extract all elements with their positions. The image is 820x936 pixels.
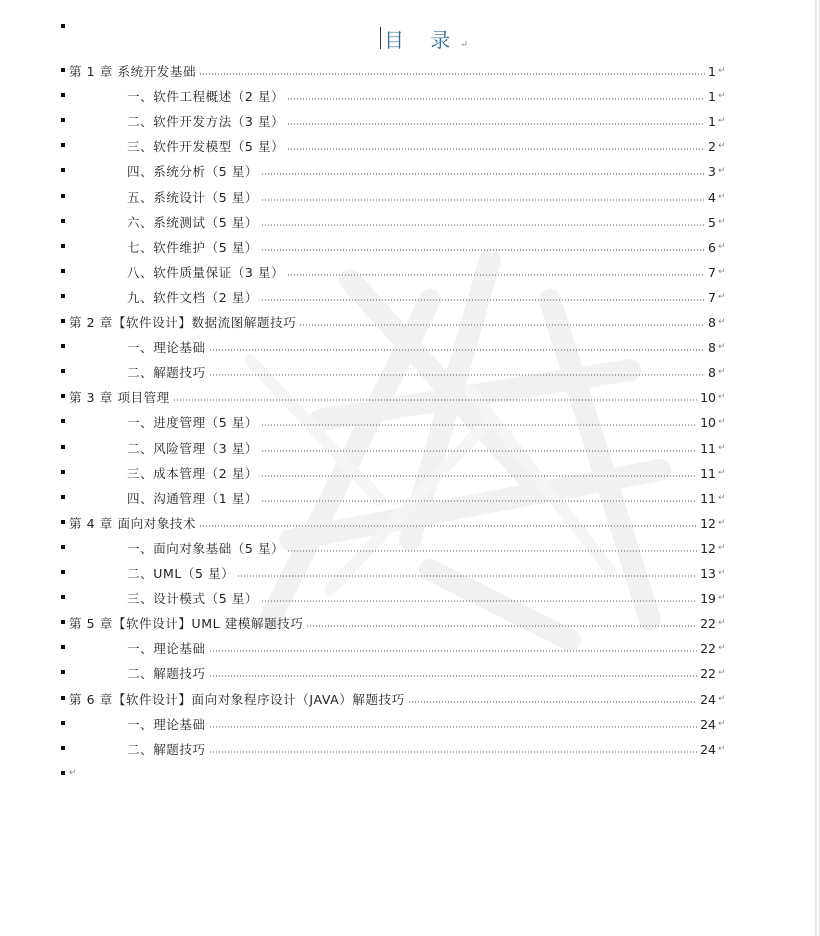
toc-section-entry [0, 261, 820, 283]
paragraph-mark: ↵ [718, 116, 726, 126]
toc-section-entry [0, 537, 820, 559]
toc-dot-leader [261, 249, 705, 251]
paragraph-mark: ↵ [718, 367, 726, 377]
toc-page-number: 12 [700, 515, 716, 531]
toc-label: 七、软件维护（5 星） [127, 240, 259, 255]
formatting-mark [61, 194, 65, 198]
toc-dot-leader [209, 650, 697, 652]
toc-label: 三、成本管理（2 星） [127, 466, 259, 481]
toc-label: 第 4 章 面向对象技术 [69, 516, 197, 531]
toc-dot-leader [261, 500, 697, 502]
paragraph-mark: ↵ [718, 141, 726, 151]
formatting-mark [61, 244, 65, 248]
paragraph-mark: ↵ [718, 618, 726, 628]
toc-page-number: 10 [700, 414, 716, 430]
toc-dot-leader [261, 424, 697, 426]
toc-section-entry [0, 85, 820, 107]
toc-section-entry [0, 186, 820, 208]
toc-label: 五、系统设计（5 星） [127, 190, 259, 205]
toc-dot-leader [199, 525, 697, 527]
formatting-mark [61, 294, 65, 298]
formatting-mark [61, 118, 65, 122]
toc-dot-leader [261, 224, 705, 226]
toc-link[interactable] [127, 85, 716, 107]
formatting-mark [61, 68, 65, 72]
toc-link[interactable] [127, 587, 716, 609]
toc-label: 一、软件工程概述（2 星） [127, 89, 285, 104]
toc-section-entry [0, 637, 820, 659]
paragraph-mark: ↵ [718, 468, 726, 478]
formatting-mark [61, 369, 65, 373]
toc-page-number: 2 [708, 138, 716, 154]
toc-page-number: 1 [708, 113, 716, 129]
toc-label: 第 1 章 系统开发基础 [69, 64, 197, 79]
text-cursor [380, 27, 381, 49]
toc-link[interactable] [127, 662, 716, 684]
toc-label: 二、解题技巧 [127, 666, 206, 681]
toc-label: 八、软件质量保证（3 星） [127, 265, 285, 280]
paragraph-mark: ↵ [718, 217, 726, 227]
toc-section-entry [0, 411, 820, 433]
title-row [0, 22, 820, 52]
toc-chapter-entry [0, 612, 820, 634]
toc-chapter-entry [0, 311, 820, 333]
toc-link[interactable] [127, 186, 716, 208]
toc-link[interactable] [127, 411, 716, 433]
toc-section-entry [0, 110, 820, 132]
toc-link[interactable] [127, 160, 716, 182]
toc-dot-leader [261, 199, 705, 201]
paragraph-mark: ↵ [69, 768, 77, 778]
toc-page-number: 1 [708, 88, 716, 104]
formatting-mark [61, 419, 65, 423]
toc-link[interactable] [127, 537, 716, 559]
toc-section-entry [0, 361, 820, 383]
formatting-mark [61, 595, 65, 599]
formatting-mark [61, 445, 65, 449]
toc-label: 第 2 章【软件设计】数据流图解题技巧 [69, 315, 297, 330]
formatting-mark [61, 495, 65, 499]
toc-label: 第 6 章【软件设计】面向对象程序设计（JAVA）解题技巧 [69, 692, 405, 707]
toc-label: 六、系统测试（5 星） [127, 215, 259, 230]
toc-dot-leader [287, 148, 705, 150]
toc-page-number: 22 [700, 615, 716, 631]
toc-dot-leader [287, 274, 705, 276]
paragraph-mark: ↵ [718, 267, 726, 277]
paragraph-mark: ↵ [718, 443, 726, 453]
toc-dot-leader [209, 349, 705, 351]
formatting-mark [61, 696, 65, 700]
toc-label: 三、软件开发模型（5 星） [127, 139, 285, 154]
toc-link[interactable] [69, 612, 716, 634]
formatting-mark [61, 93, 65, 97]
toc-label: 一、理论基础 [127, 717, 206, 732]
toc-link[interactable] [69, 688, 716, 710]
paragraph-mark: ↵ [718, 166, 726, 176]
toc-link[interactable] [69, 311, 716, 333]
toc-page-number: 11 [700, 440, 716, 456]
toc-label: 四、系统分析（5 星） [127, 164, 259, 179]
toc-chapter-entry [0, 386, 820, 408]
toc-link[interactable] [69, 60, 716, 82]
toc-page-number: 7 [708, 264, 716, 280]
toc-dot-leader [287, 98, 705, 100]
toc-link[interactable] [127, 361, 716, 383]
toc-page-number: 24 [700, 741, 716, 757]
toc-page-number: 7 [708, 289, 716, 305]
paragraph-mark: ↵ [718, 593, 726, 603]
paragraph-mark: ↵ [718, 668, 726, 678]
paragraph-mark: ↵ [718, 91, 726, 101]
toc-dot-leader [209, 726, 697, 728]
toc-section-entry [0, 160, 820, 182]
toc-dot-leader [209, 675, 697, 677]
toc-dot-leader [261, 475, 697, 477]
formatting-mark [61, 219, 65, 223]
toc-dot-leader [261, 600, 697, 602]
formatting-mark [61, 645, 65, 649]
toc-page-number: 6 [708, 239, 716, 255]
toc-dot-leader [261, 299, 705, 301]
toc-dot-leader [237, 575, 697, 577]
toc-page-number: 8 [708, 314, 716, 330]
toc-label: 一、理论基础 [127, 641, 206, 656]
formatting-mark [61, 545, 65, 549]
toc-page-number: 13 [700, 565, 716, 581]
paragraph-mark: ↵ [718, 694, 726, 704]
toc-link[interactable] [127, 286, 716, 308]
formatting-mark [61, 168, 65, 172]
toc-link[interactable] [127, 261, 716, 283]
toc-page-number: 19 [700, 590, 716, 606]
toc-label: 九、软件文档（2 星） [127, 290, 259, 305]
toc-link[interactable] [127, 236, 716, 258]
toc-link[interactable] [127, 562, 716, 584]
toc-link[interactable] [127, 336, 716, 358]
toc-label: 二、软件开发方法（3 星） [127, 114, 285, 129]
paragraph-mark: ↵ [718, 417, 726, 427]
toc-link[interactable] [127, 637, 716, 659]
toc-dot-leader [408, 701, 697, 703]
formatting-mark [61, 746, 65, 750]
toc-dot-leader [173, 399, 697, 401]
formatting-mark [61, 520, 65, 524]
formatting-mark [61, 470, 65, 474]
toc-section-entry [0, 713, 820, 735]
toc-section-entry [0, 662, 820, 684]
paragraph-mark: ↵ [718, 242, 726, 252]
paragraph-mark: ↵ [718, 518, 726, 528]
paragraph-mark: ↵ [718, 543, 726, 553]
toc-page-number: 24 [700, 716, 716, 732]
formatting-mark [61, 670, 65, 674]
formatting-mark [61, 721, 65, 725]
toc-dot-leader [199, 73, 705, 75]
formatting-mark [61, 319, 65, 323]
toc-link[interactable] [127, 110, 716, 132]
toc-label: 第 5 章【软件设计】UML 建模解题技巧 [69, 616, 304, 631]
paragraph-mark: ↵ [718, 342, 726, 352]
toc-label: 二、解题技巧 [127, 365, 206, 380]
toc-page-number: 22 [700, 640, 716, 656]
paragraph-mark: ↵ [718, 493, 726, 503]
paragraph-mark: ↵ [460, 40, 468, 50]
toc-chapter-entry [0, 688, 820, 710]
toc-section-entry [0, 236, 820, 258]
toc-page-number: 12 [700, 540, 716, 556]
toc-label: 四、沟通管理（1 星） [127, 491, 259, 506]
toc-page-number: 22 [700, 665, 716, 681]
page-title: 目 录↵ [384, 28, 468, 52]
toc-page-number: 11 [700, 490, 716, 506]
toc-dot-leader [209, 751, 697, 753]
formatting-mark [61, 344, 65, 348]
toc-label: 一、进度管理（5 星） [127, 415, 259, 430]
toc-label: 二、风险管理（3 星） [127, 441, 259, 456]
toc-chapter-entry [0, 512, 820, 534]
formatting-mark [61, 771, 65, 775]
toc-link[interactable] [127, 437, 716, 459]
toc-section-entry [0, 562, 820, 584]
toc-section-entry [0, 462, 820, 484]
toc-label: 一、面向对象基础（5 星） [127, 541, 285, 556]
toc-link[interactable] [127, 487, 716, 509]
toc-dot-leader [287, 550, 697, 552]
toc-dot-leader [209, 374, 705, 376]
paragraph-mark: ↵ [718, 392, 726, 402]
empty-paragraph [0, 765, 820, 785]
toc-page-number: 5 [708, 214, 716, 230]
toc-link[interactable] [127, 713, 716, 735]
toc-label: 二、UML（5 星） [127, 566, 235, 581]
toc-section-entry [0, 286, 820, 308]
paragraph-mark: ↵ [718, 317, 726, 327]
toc-label: 二、解题技巧 [127, 742, 206, 757]
toc-label: 三、设计模式（5 星） [127, 591, 259, 606]
toc-dot-leader [299, 324, 705, 326]
toc-dot-leader [306, 625, 697, 627]
toc-link[interactable] [127, 135, 716, 157]
paragraph-mark: ↵ [718, 66, 726, 76]
paragraph-mark: ↵ [718, 719, 726, 729]
toc-section-entry [0, 587, 820, 609]
toc-section-entry [0, 487, 820, 509]
toc-page-number: 11 [700, 465, 716, 481]
toc-page-number: 3 [708, 163, 716, 179]
formatting-mark [61, 143, 65, 147]
toc-page-number: 1 [708, 63, 716, 79]
formatting-mark [61, 269, 65, 273]
toc-page-number: 24 [700, 691, 716, 707]
toc-section-entry [0, 135, 820, 157]
toc-label: 第 3 章 项目管理 [69, 390, 170, 405]
toc-page-number: 10 [700, 389, 716, 405]
toc-dot-leader [261, 450, 697, 452]
toc-link[interactable] [69, 512, 716, 534]
toc-section-entry [0, 336, 820, 358]
toc-dot-leader [287, 123, 705, 125]
toc-link[interactable] [127, 462, 716, 484]
toc-link[interactable] [127, 738, 716, 760]
toc-section-entry [0, 738, 820, 760]
paragraph-mark: ↵ [718, 643, 726, 653]
toc-page-number: 4 [708, 189, 716, 205]
toc-page-number: 8 [708, 364, 716, 380]
formatting-mark [61, 394, 65, 398]
toc-chapter-entry [0, 60, 820, 82]
toc-section-entry [0, 437, 820, 459]
paragraph-mark: ↵ [718, 568, 726, 578]
toc-section-entry [0, 211, 820, 233]
toc-link[interactable] [127, 211, 716, 233]
formatting-mark [61, 620, 65, 624]
formatting-mark [61, 570, 65, 574]
toc-dot-leader [261, 173, 705, 175]
paragraph-mark: ↵ [718, 192, 726, 202]
toc-page-number: 8 [708, 339, 716, 355]
toc-link[interactable] [69, 386, 716, 408]
toc-label: 一、理论基础 [127, 340, 206, 355]
paragraph-mark: ↵ [718, 744, 726, 754]
paragraph-mark: ↵ [718, 292, 726, 302]
